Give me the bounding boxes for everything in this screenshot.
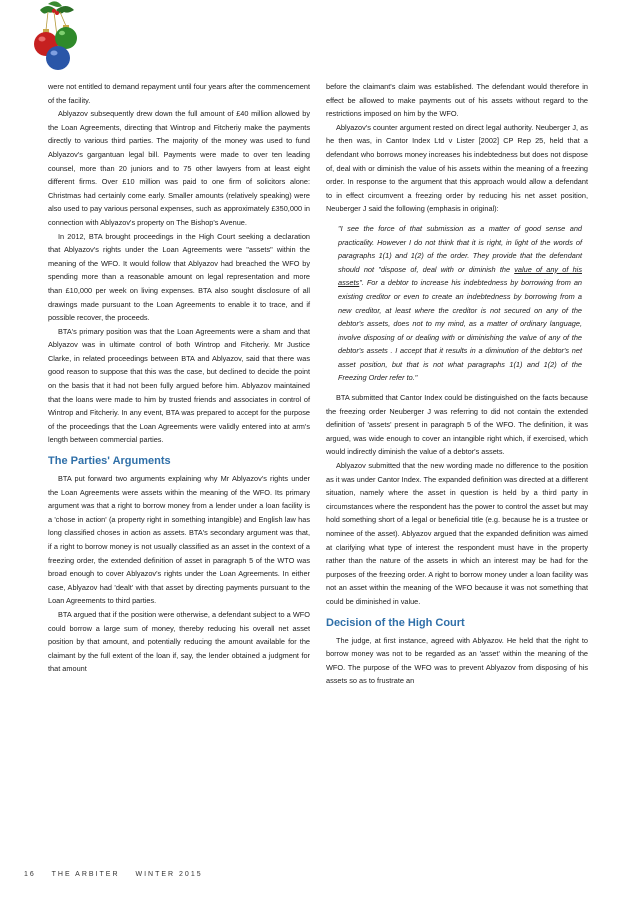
- paragraph: Ablyazov's counter argument rested on direct legal authority. Neuberger J, as he then was, in Cantor Index Ltd v Lister [2002] CP Rep 25, held that a defendant who borrows money increases his indebtedness but does not dispose of, deal with or diminish the value of his assets within the meaning of a freezing order. In response to the argument that this approach would allow a defendant to in effect circumvent a freezing order by reducing his net asset position, Neuberger J said the following (emphasis in original):: [326, 122, 588, 214]
- publication-name: THE ARBITER: [51, 871, 120, 878]
- page-number: 16: [24, 871, 36, 878]
- paragraph: Ablyazov subsequently drew down the full amount of £40 million allowed by the Loan Agreements, directing that Wintrop and Fitcheriy make the payments directly to various third parties. The majority of the money was used to fund Ablyazov's gargantuan legal bill. Payments were made to over ten leading counsel, more than 20 juniors and to 75 other lawyers from at least eight different firms. Over £10 million was paid to one firm of solicitors alone: Christmas had certainly come early. Smaller amounts (relatively speaking) were also used to pay various personal expenses, such as approximately £350,000 in connection with Ablyazov's property on The Bishop's Avenue.: [48, 109, 310, 227]
- paragraph: In 2012, BTA brought proceedings in the High Court seeking a declaration that Ablyazov's rights under the Loan Agreements were "assets" within the meaning of the WFO. It would follow that Ablyazov had breached the WFO by spending more than a reasonable amount on legal representation and more than £10,000 per week on living expenses. BTA also sought disclosure of all drawings made pursuant to the Loan Agreements to enable it to trace, and if possible recover, the proceeds.: [48, 231, 310, 323]
- page-footer: [24, 871, 215, 878]
- paragraph: before the claimant's claim was established. The defendant would therefore in effect be allowed to make payments out of his assets without regard to the restrictions imposed on him by the WFO.: [326, 82, 588, 119]
- paragraph: were not entitled to demand repayment until four years after the commencement of the facility.: [48, 82, 310, 105]
- christmas-baubles-icon: [18, 0, 92, 72]
- right-column: [326, 80, 588, 688]
- issue-label: WINTER 2015: [135, 871, 203, 878]
- paragraph: The judge, at first instance, agreed with Ablyazov. He held that the right to borrow money was not to be regarded as an 'asset' within the meaning of the WFO. The purpose of the WFO was to prevent Ablyazov from disposing of his assets so as to frustrate an: [326, 635, 588, 686]
- left-column: [48, 80, 310, 676]
- paragraph: BTA submitted that Cantor Index could be distinguished on the facts because the freezing order Neuberger J was referring to did not contain the extended definition of 'assets' present in paragraph 5 of the WFO. The definition, it was argued, was wide enough to cover an intangible right which, if exercised, which would indirectly diminish the value of a debtor's assets.: [326, 393, 588, 457]
- block-quote: [326, 222, 588, 385]
- paragraph: BTA put forward two arguments explaining why Mr Ablyazov's rights under the Loan Agreements were assets within the meaning of the WFO. Its primary argument was that a right to borrow money from a lender under a loan facility is a 'chose in action' (a property right in something intangible) and English law has long classified choses in action as assets. BTA's secondary argument was that, if a right to borrow money is not usually classified as an asset in the context of a freezing order, the extended definition of asset in paragraph 5 of the WTO was broad enough to cover Ablyazov's rights under the Loan Agreements. In either case, Ablyazov had 'dealt' with that asset by directing payments pursuant to the Loan Agreements to third parties.: [48, 474, 310, 606]
- section-heading: Decision of the High Court: [326, 616, 465, 629]
- quote-text: "I see the force of that submission as a matter of good sense and practicality. However I do not think that it is right, in light of the words of paragraphs 1(1) and 1(2) of the order. They provide that the defendant should not "dispose of, deal with or diminish the: [338, 223, 582, 274]
- section-heading: The Parties' Arguments: [48, 455, 171, 468]
- paragraph: Ablyazov submitted that the new wording made no difference to the position as it was under Cantor Index. The expanded definition was directed at a different situation, namely where the asset in question is held by a third party in circumstances where the respondent has the power to control the asset but may hold something short of a legal or beneficial title (e.g. because he is a trustee or nominee of the asset). Ablyazov argued that the expanded definition was aimed at clarifying what type of interest the respondent must have in the property rather than the nature of the assets in which an interest may be had for the purposes of the freezing order. A right to borrow money under a loan facility was not an asset within the meaning of the WFO because it was not something that could be diminished in value.: [326, 461, 588, 606]
- quote-emphasis: value of any of his assets: [338, 264, 582, 288]
- quote-text: ". For a debtor to increase his indebtedness by borrowing from an existing creditor or even to create an indebtedness by borrowing from a new creditor, at least where the creditor is not secured on any of the debtor's assets, does not to my mind, as a matter of ordinary language, involve disposing of or dealing with or diminishing the value of any of the debtor's assets . I accept that it results in a diminution of the debtor's net asset position, but that is not what paragraphs 1(1) and 1(2) of the Freezing Order refer to.": [338, 278, 582, 383]
- paragraph: BTA's primary position was that the Loan Agreements were a sham and that Ablyazov was in ultimate control of both Wintrop and Fitcheriy. Mr Justice Clarke, in related proceedings between BTA and Ablyazov, said that there was good reason to suppose that this was the case, but declined to decide the point on the basis that it had not been fully argued before him. Ablyazov maintained that the loans were made to him by trusted friends and associates in control of Wintrop and Fitcheriy. In any event, BTA was prepared to accept for the purpose of the proceedings that the Loan Agreements were validly entered into at arm's length between commercial parties.: [48, 326, 310, 445]
- paragraph: BTA argued that if the position were otherwise, a defendant subject to a WFO could borrow a large sum of money, thereby reducing his overall net asset position by that amount, and potentially reducing the amount available for the claimant by the full extent of the loan if, say, the lender obtained a judgment for that amount: [48, 609, 310, 674]
